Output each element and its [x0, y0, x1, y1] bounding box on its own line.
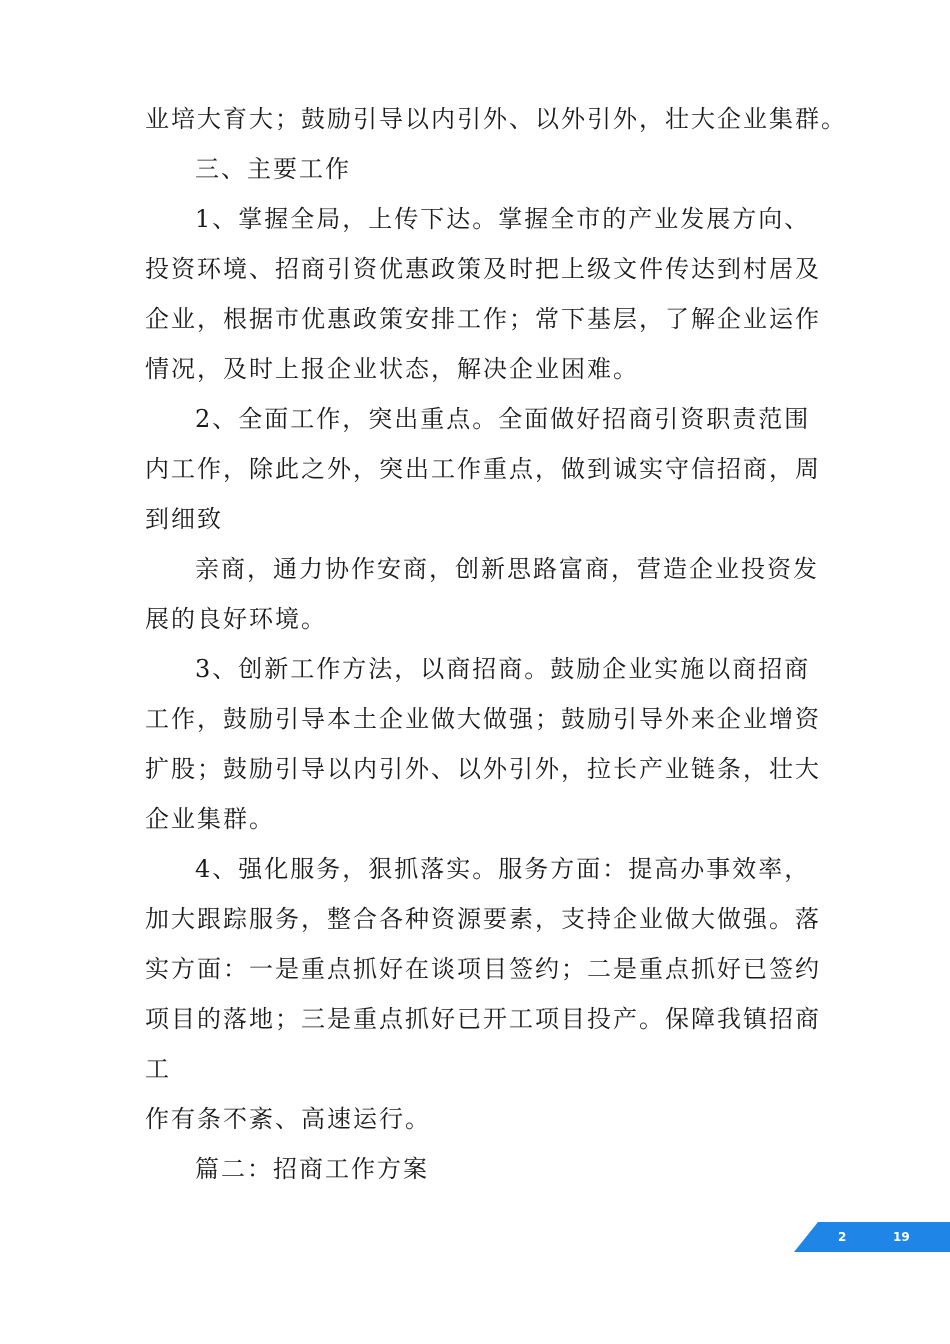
text-line: 内工作，除此之外，突出工作重点，做到诚实守信招商，周	[145, 455, 821, 483]
text-line: 到细致	[145, 505, 223, 533]
text-line: 亲商，通力协作安商，创新思路富商，营造企业投资发	[195, 555, 819, 583]
text-line: 实方面：一是重点抓好在谈项目签约；二是重点抓好已签约	[145, 955, 821, 983]
text-line: 4、强化服务，狠抓落实。服务方面：提高办事效率，	[195, 855, 811, 883]
section-heading: 篇二：招商工作方案	[195, 1155, 429, 1183]
text-line: 业培大育大；鼓励引导以内引外、以外引外，壮大企业集群。	[145, 105, 847, 133]
text-line: 企业，根据市优惠政策安排工作；常下基层，了解企业运作	[145, 305, 821, 333]
text-line: 展的良好环境。	[145, 605, 327, 633]
text-line: 3、创新工作方法，以商招商。鼓励企业实施以商招商	[195, 655, 811, 683]
text-line: 1、掌握全局，上传下达。掌握全市的产业发展方向、	[195, 205, 811, 233]
text-line: 工	[145, 1055, 171, 1083]
page-number-band	[794, 1222, 950, 1252]
text-line: 扩股；鼓励引导以内引外、以外引外，拉长产业链条，壮大	[145, 755, 821, 783]
text-line: 2、全面工作，突出重点。全面做好招商引资职责范围	[195, 405, 811, 433]
text-line: 企业集群。	[145, 805, 275, 833]
text-line: 投资环境、招商引资优惠政策及时把上级文件传达到村居及	[145, 255, 821, 283]
section-heading: 三、主要工作	[195, 155, 351, 183]
text-line: 项目的落地；三是重点抓好已开工项目投产。保障我镇招商	[145, 1005, 821, 1033]
text-line: 情况，及时上报企业状态，解决企业困难。	[145, 355, 639, 383]
text-line: 作有条不紊、高速运行。	[145, 1105, 431, 1133]
text-line: 加大跟踪服务，整合各种资源要素，支持企业做大做强。落	[145, 905, 821, 933]
total-pages-number: 19	[893, 1230, 910, 1244]
current-page-number: 2	[838, 1230, 847, 1244]
text-line: 工作，鼓励引导本土企业做大做强；鼓励引导外来企业增资	[145, 705, 821, 733]
